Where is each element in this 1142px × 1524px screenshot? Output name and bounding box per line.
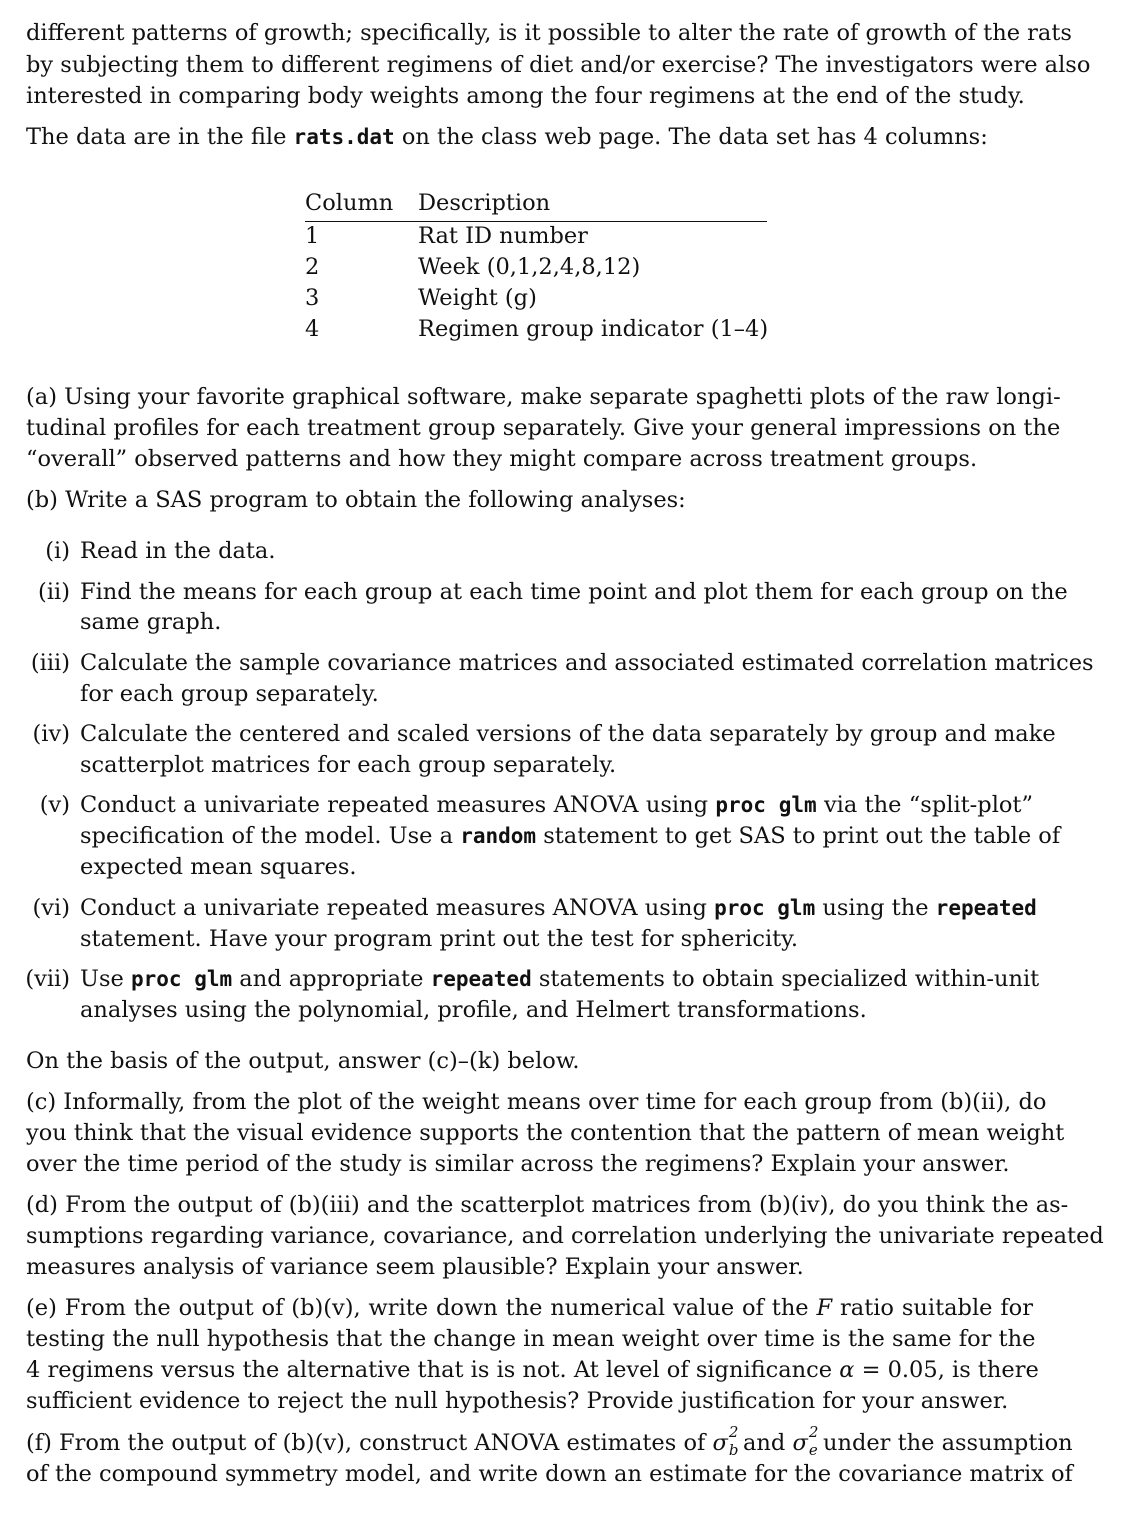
- part-e-line-3-a: 4 regimens versus the alternative that is is not. At level of significance: [26, 1357, 840, 1383]
- part-b-intro: (b) Write a SAS program to obtain the following analyses:: [26, 487, 686, 513]
- table-cell-desc-3: Weight (g): [418, 285, 537, 311]
- item-vii-line-1-a: Use: [80, 966, 131, 992]
- item-v-line-1-a: Conduct a univariate repeated measures ANOVA using: [80, 792, 716, 818]
- item-iv-line-2: scatterplot matrices for each group separately.: [80, 752, 617, 778]
- part-a-line-3: “overall” observed patterns and how they might compare across treatment groups.: [26, 446, 978, 472]
- sigma-symbol: σ: [792, 1430, 808, 1456]
- item-i-line-1: Read in the data.: [80, 538, 276, 564]
- item-iv-label: (iv): [32, 721, 70, 747]
- part-f-line-1: [26, 1423, 1073, 1459]
- part-d-line-2: sumptions regarding variance, covariance, and correlation underlying the univariate repeated: [26, 1223, 1104, 1249]
- part-e-line-1-b: ratio suitable for: [832, 1295, 1033, 1321]
- part-e-line-2: testing the null hypothesis that the change in mean weight over time is the same for the: [26, 1326, 1036, 1352]
- table-cell-desc-4: Regimen group indicator (1–4): [418, 316, 769, 342]
- part-e-line-3: [26, 1355, 1039, 1386]
- item-iv-line-1: Calculate the centered and scaled versions of the data separately by group and make: [80, 721, 1056, 747]
- item-vii-line-1: [80, 964, 1040, 995]
- code-repeated: repeated: [935, 896, 1037, 920]
- item-vi-line-2: statement. Have your program print out the test for sphericity.: [80, 926, 799, 952]
- item-v-line-2-a: specification of the model. Use a: [80, 823, 461, 849]
- item-vi-label: (vi): [32, 895, 70, 921]
- table-cell-desc-2: Week (0,1,2,4,8,12): [418, 254, 641, 280]
- item-vii-line-1-c: statements to obtain specialized within-unit: [531, 966, 1040, 992]
- item-iii-line-2: for each group separately.: [80, 681, 379, 707]
- item-iii-line-1: Calculate the sample covariance matrices and associated estimated correlation matrices: [80, 650, 1094, 676]
- table-header-description: Description: [418, 190, 551, 216]
- item-v-line-2: [80, 821, 1061, 852]
- intro-line-1: different patterns of growth; specifically, is it possible to alter the rate of growth of the rats: [26, 20, 1072, 46]
- intro-line-4: [26, 122, 1033, 153]
- alpha-symbol: α: [839, 1357, 855, 1383]
- part-a-line-2: tudinal profiles for each treatment group separately. Give your general impressions on the: [26, 415, 1061, 441]
- table-cell-desc-1: Rat ID number: [418, 223, 588, 249]
- part-e-line-1: [26, 1293, 1033, 1324]
- table-cell-col-4: 4: [305, 316, 320, 342]
- item-i-label: (i): [45, 538, 70, 564]
- item-v-line-1: [80, 790, 1033, 821]
- sigma-e-squared: σ 2 e: [792, 1423, 819, 1459]
- table-cell-col-2: 2: [305, 254, 320, 280]
- part-e-line-3-b: = 0.05, is there: [854, 1357, 1039, 1383]
- intro-line-4-text-a: The data are in the file: [26, 124, 294, 150]
- item-ii-label: (ii): [38, 579, 70, 605]
- table-cell-col-3: 3: [305, 285, 320, 311]
- data-filename: rats.dat: [293, 125, 395, 149]
- code-repeated: repeated: [430, 967, 532, 991]
- item-vi-line-1-b: using the: [815, 895, 936, 921]
- basis-line: On the basis of the output, answer (c)–(k) below.: [26, 1048, 580, 1074]
- item-v-line-2-b: statement to get SAS to print out the table of: [536, 823, 1061, 849]
- item-vii-line-1-b: and appropriate: [232, 966, 431, 992]
- table-header-column: Column: [305, 190, 394, 216]
- item-v-label: (v): [39, 792, 70, 818]
- intro-line-4-text-b: on the class web page. The data set has 4 columns:: [394, 124, 988, 150]
- part-e-line-4: sufficient evidence to reject the null hypothesis? Provide justification for your answer.: [26, 1388, 1009, 1414]
- part-a-line-1: (a) Using your favorite graphical software, make separate spaghetti plots of the raw longi-: [26, 384, 1061, 410]
- code-proc-glm: proc glm: [715, 793, 817, 817]
- part-d-line-1: (d) From the output of (b)(iii) and the scatterplot matrices from (b)(iv), do you think the as-: [26, 1192, 1069, 1218]
- part-c-line-2: you think that the visual evidence supports the contention that the pattern of mean weight: [26, 1120, 1065, 1146]
- intro-line-2: by subjecting them to different regimens of diet and/or exercise? The investigators were also: [26, 52, 1091, 78]
- item-vii-label: (vii): [25, 966, 70, 992]
- item-ii-line-1: Find the means for each group at each time point and plot them for each group on the: [80, 579, 1068, 605]
- part-f-line-1-a: (f) From the output of (b)(v), construct ANOVA estimates of: [26, 1430, 713, 1456]
- code-proc-glm: proc glm: [130, 967, 233, 991]
- item-vi-line-1-a: Conduct a univariate repeated measures ANOVA using: [80, 895, 715, 921]
- code-random: random: [460, 824, 537, 848]
- item-vii-line-2: analyses using the polynomial, profile, and Helmert transformations.: [80, 997, 867, 1023]
- part-e-line-1-a: (e) From the output of (b)(v), write down the numerical value of the: [26, 1295, 817, 1321]
- item-vi-line-1: [80, 893, 1037, 924]
- item-ii-line-2: same graph.: [80, 609, 222, 635]
- item-v-line-3: expected mean squares.: [80, 854, 357, 880]
- part-d-line-3: measures analysis of variance seem plausible? Explain your answer.: [26, 1254, 804, 1280]
- item-iii-label: (iii): [30, 650, 70, 676]
- item-v-line-1-b: via the “split-plot”: [816, 792, 1033, 818]
- code-proc-glm: proc glm: [714, 896, 816, 920]
- sigma-symbol: σ: [712, 1430, 728, 1456]
- part-f-and: and: [735, 1430, 793, 1456]
- table-cell-col-1: 1: [305, 223, 320, 249]
- f-symbol: F: [816, 1295, 833, 1321]
- part-c-line-1: (c) Informally, from the plot of the weight means over time for each group from (b)(ii), do: [26, 1089, 1047, 1115]
- intro-line-3: interested in comparing body weights among the four regimens at the end of the study.: [26, 83, 1025, 109]
- part-f-line-1-b: under the assumption: [815, 1430, 1073, 1456]
- sigma-b-squared: σ 2 b: [712, 1423, 739, 1459]
- part-f-line-2: of the compound symmetry model, and write down an estimate for the covariance matrix of: [26, 1461, 1073, 1487]
- part-c-line-3: over the time period of the study is similar across the regimens? Explain your answer.: [26, 1151, 1010, 1177]
